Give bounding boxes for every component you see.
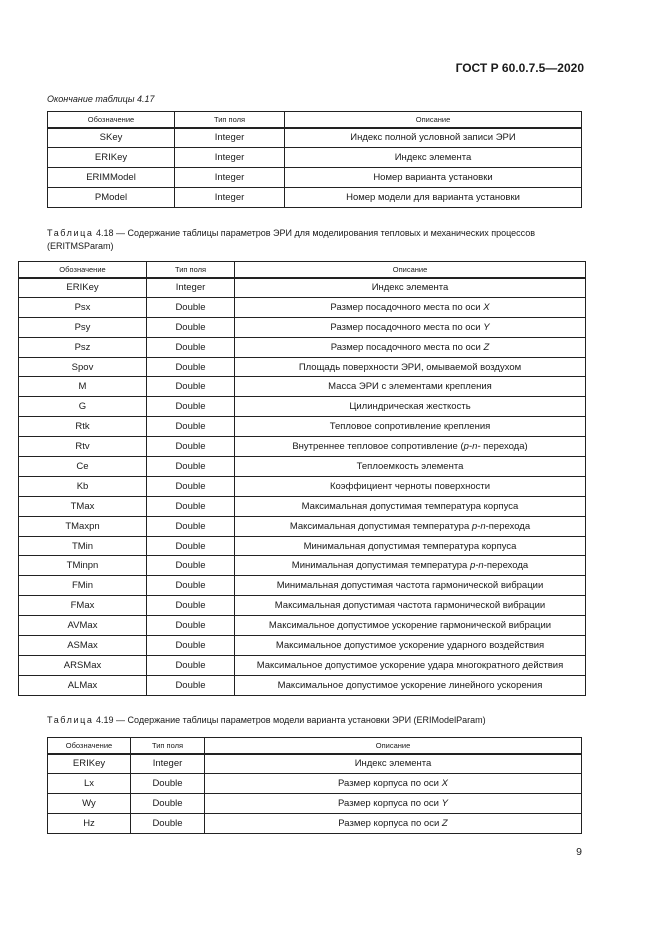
col-header-description: Описание — [205, 738, 582, 754]
table-4-18-caption-text: 4.18 — Содержание таблицы параметров ЭРИ для моделирования тепловых и механических процессов (ERITMSParam) — [47, 228, 536, 251]
col-header-designation: Обозначение — [48, 738, 131, 754]
cell-description — [285, 147, 582, 167]
table-row — [19, 397, 586, 417]
description-text: Масса ЭРИ с элементами крепления — [328, 381, 492, 393]
cell-designation: ERIKey — [19, 278, 147, 298]
cell-description — [235, 536, 586, 556]
axis-label: Y — [441, 797, 448, 809]
description-text: перехода) — [480, 441, 528, 453]
cell-field-type: Integer — [175, 167, 285, 187]
table-4-17 — [47, 111, 582, 208]
table-row — [19, 437, 586, 457]
description-text: Минимальная допустимая частота гармонической вибрации — [276, 580, 544, 592]
description-text: Индекс полной условной записи ЭРИ — [350, 132, 516, 144]
description-text: Размер корпуса по оси — [338, 797, 439, 809]
table-4-19-body — [48, 754, 582, 834]
table-row — [48, 793, 582, 813]
table-label: Таблица — [47, 228, 94, 238]
cell-designation: Wy — [48, 793, 131, 813]
description-text: Индекс элемента — [394, 151, 472, 163]
cell-description — [235, 576, 586, 596]
cell-description — [235, 417, 586, 437]
table-row — [19, 616, 586, 636]
cell-field-type: Double — [147, 297, 235, 317]
table-row — [48, 147, 582, 167]
description-italic: p-n — [469, 560, 484, 572]
table-4-19 — [47, 737, 582, 834]
cell-field-type: Integer — [175, 128, 285, 148]
description-text: Минимальная допустимая температура — [291, 560, 470, 572]
table-row — [19, 476, 586, 496]
description-text: Максимальная допустимая температура — [289, 520, 472, 532]
description-text: Максимальная допустимая температура корпуса — [301, 500, 519, 512]
cell-designation: ASMax — [19, 636, 147, 656]
cell-field-type: Double — [147, 377, 235, 397]
description-text: Минимальная допустимая температура корпуса — [303, 540, 517, 552]
cell-designation: TMaxpn — [19, 516, 147, 536]
table-4-17-body — [48, 128, 582, 208]
cell-description — [235, 297, 586, 317]
table-row — [19, 457, 586, 477]
col-header-field-type: Тип поля — [147, 262, 235, 278]
description-text: Размер посадочного места по оси — [330, 321, 481, 333]
cell-field-type: Double — [131, 813, 205, 833]
description-text: Теплоемкость элемента — [356, 460, 464, 472]
cell-designation: FMin — [19, 576, 147, 596]
col-header-field-type: Тип поля — [131, 738, 205, 754]
col-header-description: Описание — [285, 112, 582, 128]
axis-label: Y — [483, 321, 490, 333]
description-text: Индекс элемента — [354, 758, 432, 770]
description-text: Размер посадочного места по оси — [330, 301, 481, 313]
table-row — [48, 813, 582, 833]
cell-description — [285, 187, 582, 207]
table-row — [19, 377, 586, 397]
description-text: -перехода — [483, 560, 529, 572]
table-row — [19, 636, 586, 656]
cell-description — [235, 675, 586, 695]
table-row — [48, 187, 582, 207]
cell-description — [235, 397, 586, 417]
table-4-18-caption — [47, 227, 587, 253]
cell-description — [235, 457, 586, 477]
table-row — [19, 655, 586, 675]
cell-field-type: Double — [147, 576, 235, 596]
cell-description — [205, 773, 582, 793]
cell-field-type: Double — [147, 616, 235, 636]
cell-description — [235, 357, 586, 377]
description-italic: p-n- — [463, 441, 481, 453]
cell-description — [235, 516, 586, 536]
table-4-17-continuation-caption: Окончание таблицы 4.17 — [47, 94, 155, 104]
standard-header: ГОСТ Р 60.0.7.5—2020 — [455, 61, 584, 75]
table-row — [19, 297, 586, 317]
cell-field-type: Double — [147, 596, 235, 616]
cell-description — [235, 337, 586, 357]
description-text: Размер корпуса по оси — [338, 777, 439, 789]
cell-designation: PModel — [48, 187, 175, 207]
table-row — [19, 576, 586, 596]
cell-field-type: Integer — [131, 754, 205, 774]
table-4-19-caption — [47, 714, 587, 727]
table-row — [19, 675, 586, 695]
cell-designation: ERIMModel — [48, 167, 175, 187]
cell-designation: ERIKey — [48, 754, 131, 774]
description-italic: p-n — [471, 520, 486, 532]
description-text: Максимальное допустимое ускорение ударного воздействия — [275, 639, 545, 651]
page-number: 9 — [576, 846, 582, 858]
cell-field-type: Double — [131, 793, 205, 813]
cell-designation: AVMax — [19, 616, 147, 636]
description-text: Максимальное допустимое ускорение линейного ускорения — [277, 679, 543, 691]
cell-field-type: Integer — [147, 278, 235, 298]
description-text: Индекс элемента — [371, 282, 449, 294]
cell-designation: Rtv — [19, 437, 147, 457]
cell-designation: Hz — [48, 813, 131, 833]
cell-description — [285, 128, 582, 148]
description-text: Размер корпуса по оси — [338, 817, 440, 829]
cell-designation: Spov — [19, 357, 147, 377]
cell-designation: Kb — [19, 476, 147, 496]
cell-description — [235, 317, 586, 337]
cell-designation: Psy — [19, 317, 147, 337]
cell-designation: Psz — [19, 337, 147, 357]
cell-designation: M — [19, 377, 147, 397]
cell-description — [235, 616, 586, 636]
cell-field-type: Double — [147, 476, 235, 496]
col-header-field-type: Тип поля — [175, 112, 285, 128]
cell-designation: Ce — [19, 457, 147, 477]
cell-description — [205, 754, 582, 774]
cell-designation: Lx — [48, 773, 131, 793]
table-row — [19, 496, 586, 516]
cell-field-type: Double — [147, 317, 235, 337]
description-text: Максимальное допустимое ускорение удара многократного действия — [256, 659, 564, 671]
cell-description — [235, 377, 586, 397]
cell-field-type: Double — [147, 397, 235, 417]
description-text: Площадь поверхности ЭРИ, омываемой воздухом — [298, 361, 522, 373]
description-text: Внутреннее тепловое сопротивление ( — [292, 441, 464, 453]
cell-designation: ERIKey — [48, 147, 175, 167]
description-text: Цилиндрическая жесткость — [349, 401, 471, 413]
description-text: Номер модели для варианта установки — [346, 191, 520, 203]
table-row — [19, 317, 586, 337]
table-4-18 — [18, 261, 586, 696]
cell-field-type: Double — [147, 457, 235, 477]
cell-designation: FMax — [19, 596, 147, 616]
description-text: Коэффициент черноты поверхности — [329, 480, 491, 492]
description-text: Максимальное допустимое ускорение гармонической вибрации — [268, 620, 552, 632]
col-header-description: Описание — [235, 262, 586, 278]
cell-description — [235, 655, 586, 675]
cell-designation: TMax — [19, 496, 147, 516]
cell-designation: G — [19, 397, 147, 417]
table-row — [19, 516, 586, 536]
cell-field-type: Double — [147, 675, 235, 695]
cell-field-type: Double — [147, 357, 235, 377]
table-row — [48, 773, 582, 793]
axis-label: X — [483, 301, 490, 313]
description-text: Тепловое сопротивление крепления — [329, 421, 491, 433]
cell-field-type: Double — [147, 417, 235, 437]
cell-designation: ALMax — [19, 675, 147, 695]
cell-field-type: Double — [147, 516, 235, 536]
cell-designation: SKey — [48, 128, 175, 148]
table-4-18-body — [19, 278, 586, 696]
cell-designation: TMin — [19, 536, 147, 556]
table-row — [19, 536, 586, 556]
cell-description — [235, 476, 586, 496]
cell-description — [235, 496, 586, 516]
cell-designation: Psx — [19, 297, 147, 317]
cell-description — [235, 636, 586, 656]
cell-field-type: Double — [131, 773, 205, 793]
table-row — [48, 754, 582, 774]
cell-field-type: Double — [147, 655, 235, 675]
cell-field-type: Double — [147, 337, 235, 357]
description-text: Максимальная допустимая частота гармонической вибрации — [274, 600, 546, 612]
cell-field-type: Double — [147, 496, 235, 516]
cell-field-type: Double — [147, 556, 235, 576]
cell-description — [285, 167, 582, 187]
cell-designation: ARSMax — [19, 655, 147, 675]
cell-field-type: Double — [147, 437, 235, 457]
cell-field-type: Double — [147, 636, 235, 656]
table-row — [19, 556, 586, 576]
axis-label: X — [441, 777, 448, 789]
table-label: Таблица — [47, 715, 94, 725]
description-text: Номер варианта установки — [373, 171, 493, 183]
table-row — [19, 278, 586, 298]
cell-description — [235, 437, 586, 457]
table-row — [19, 596, 586, 616]
cell-field-type: Double — [147, 536, 235, 556]
cell-designation: Rtk — [19, 417, 147, 437]
cell-description — [235, 556, 586, 576]
description-text: -перехода — [485, 520, 531, 532]
table-row — [48, 128, 582, 148]
table-4-19-caption-text: 4.19 — Содержание таблицы параметров модели варианта установки ЭРИ (ERIModelParam) — [96, 715, 486, 725]
table-row — [19, 417, 586, 437]
cell-description — [235, 596, 586, 616]
cell-field-type: Integer — [175, 147, 285, 167]
col-header-designation: Обозначение — [19, 262, 147, 278]
cell-description — [205, 813, 582, 833]
cell-description — [205, 793, 582, 813]
axis-label: Z — [441, 817, 448, 829]
table-row — [48, 167, 582, 187]
cell-designation: TMinpn — [19, 556, 147, 576]
cell-description — [235, 278, 586, 298]
description-text: Размер посадочного места по оси — [330, 341, 481, 353]
cell-field-type: Integer — [175, 187, 285, 207]
table-row — [19, 337, 586, 357]
col-header-designation: Обозначение — [48, 112, 175, 128]
axis-label: Z — [483, 341, 490, 353]
table-row — [19, 357, 586, 377]
